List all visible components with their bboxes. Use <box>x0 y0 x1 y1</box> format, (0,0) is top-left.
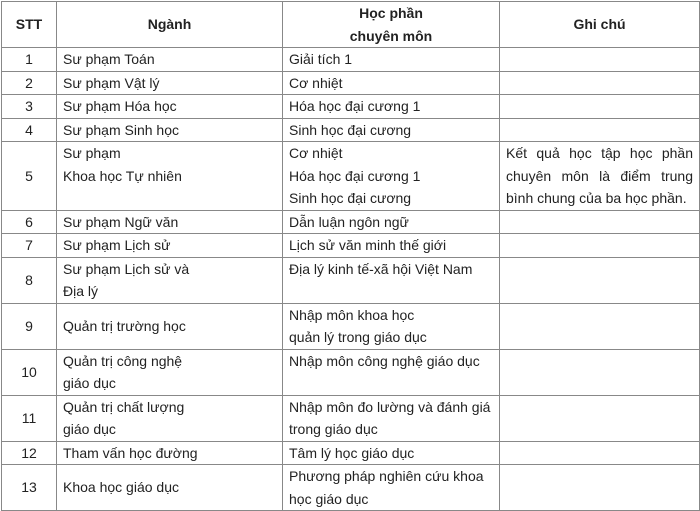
hoc-phan-cell <box>283 465 500 511</box>
stt-cell: 11 <box>2 395 57 441</box>
table-row <box>2 234 700 258</box>
hoc-phan-line: Cơ nhiệt <box>289 74 343 91</box>
ghi-chu-cell <box>500 71 700 95</box>
hoc-phan-line: Nhập môn công nghệ giáo dục <box>289 352 480 369</box>
nganh-cell <box>57 71 283 95</box>
ghi-chu-cell <box>500 210 700 234</box>
nganh-cell <box>57 234 283 258</box>
hoc-phan-cell <box>283 210 500 234</box>
hoc-phan-line: quản lý trong giáo dục <box>289 329 427 345</box>
nganh-line: giáo dục <box>63 375 116 391</box>
nganh-cell <box>57 257 283 303</box>
nganh-line: Sư phạm Vật lý <box>63 74 160 91</box>
nganh-line: Khoa học Tự nhiên <box>63 167 182 184</box>
hoc-phan-line: Giải tích 1 <box>289 51 353 67</box>
hoc-phan-line: Tâm lý học giáo dục <box>289 444 415 461</box>
table-row <box>2 142 700 211</box>
nganh-cell <box>57 210 283 234</box>
nganh-line: Sư phạm Lịch sử và <box>63 260 190 277</box>
hoc-phan-cell <box>283 303 500 349</box>
ghi-chu-cell <box>500 95 700 119</box>
header-hoc-phan-line1: Học phần <box>359 5 423 21</box>
table-row <box>2 95 700 119</box>
nganh-cell <box>57 349 283 395</box>
nganh-cell <box>57 48 283 72</box>
table-row <box>2 395 700 441</box>
stt-cell: 1 <box>2 48 57 72</box>
hoc-phan-line: Phương pháp nghiên cứu khoa <box>289 468 484 484</box>
nganh-line: Tham vấn học đường <box>63 444 198 461</box>
table-row <box>2 71 700 95</box>
ghi-chu-cell <box>500 118 700 142</box>
stt-cell: 9 <box>2 303 57 349</box>
table-row <box>2 48 700 72</box>
nganh-line: Khoa học giáo dục <box>63 479 179 496</box>
hoc-phan-line: Hóa học đại cương 1 <box>289 98 421 114</box>
header-stt: STT <box>2 2 57 48</box>
table-row <box>2 465 700 511</box>
ghi-chu-cell <box>500 234 700 258</box>
nganh-cell <box>57 465 283 511</box>
hoc-phan-line: Nhập môn khoa học <box>289 306 415 323</box>
hoc-phan-line: Dẫn luận ngôn ngữ <box>289 213 409 230</box>
stt-cell: 3 <box>2 95 57 119</box>
nganh-cell <box>57 95 283 119</box>
ghi-chu-cell: Kết quả học tập học phần chuyên môn là điểm trung bình chung của ba học phần. <box>500 142 700 211</box>
table-row <box>2 441 700 465</box>
table-row <box>2 303 700 349</box>
hoc-phan-line: học giáo dục <box>289 490 369 507</box>
hoc-phan-cell <box>283 142 500 211</box>
stt-cell: 7 <box>2 234 57 258</box>
hoc-phan-line: Cơ nhiệt <box>289 145 343 161</box>
nganh-line: Sư phạm Hóa học <box>63 98 177 114</box>
header-hoc-phan <box>283 2 500 48</box>
nganh-line: Quản trị chất lượng <box>63 398 185 415</box>
nganh-line: Quản trị trường học <box>63 317 186 334</box>
hoc-phan-cell <box>283 257 500 303</box>
hoc-phan-cell <box>283 234 500 258</box>
nganh-cell <box>57 303 283 349</box>
ghi-chu-cell <box>500 257 700 303</box>
table-row <box>2 257 700 303</box>
ghi-chu-cell <box>500 48 700 72</box>
hoc-phan-cell <box>283 395 500 441</box>
hoc-phan-line: Sinh học đại cương <box>289 121 412 138</box>
hoc-phan-line: Hóa học đại cương 1 <box>289 167 421 184</box>
nganh-line: Sư phạm Ngữ văn <box>63 213 179 230</box>
ghi-chu-cell <box>500 349 700 395</box>
stt-cell: 12 <box>2 441 57 465</box>
hoc-phan-line: Địa lý kinh tế-xã hội Việt Nam <box>289 260 473 277</box>
stt-cell: 5 <box>2 142 57 211</box>
stt-cell: 2 <box>2 71 57 95</box>
nganh-cell <box>57 142 283 211</box>
ghi-chu-cell <box>500 465 700 511</box>
hoc-phan-cell <box>283 441 500 465</box>
hoc-phan-line: Sinh học đại cương <box>289 190 412 206</box>
ghi-chu-cell <box>500 395 700 441</box>
stt-cell: 10 <box>2 349 57 395</box>
nganh-line: Sư phạm <box>63 145 121 161</box>
hoc-phan-line: Lịch sử văn minh thế giới <box>289 237 447 253</box>
nganh-line: Địa lý <box>63 283 99 299</box>
nganh-line: giáo dục <box>63 421 116 437</box>
stt-cell: 6 <box>2 210 57 234</box>
stt-cell: 8 <box>2 257 57 303</box>
nganh-cell <box>57 395 283 441</box>
table-row <box>2 118 700 142</box>
nganh-cell <box>57 118 283 142</box>
header-hoc-phan-line2: chuyên môn <box>349 27 433 44</box>
ghi-chu-cell <box>500 303 700 349</box>
hoc-phan-cell <box>283 71 500 95</box>
stt-cell: 4 <box>2 118 57 142</box>
nganh-line: Quản trị công nghệ <box>63 352 183 369</box>
hoc-phan-line: Nhập môn đo lường và đánh giá <box>289 398 491 415</box>
ghi-chu-cell <box>500 441 700 465</box>
hoc-phan-cell <box>283 48 500 72</box>
stt-cell: 13 <box>2 465 57 511</box>
nganh-line: Sư phạm Lịch sử <box>63 237 171 253</box>
header-row <box>2 2 700 48</box>
nganh-cell <box>57 441 283 465</box>
header-nganh: Ngành <box>57 2 283 48</box>
hoc-phan-line: trong giáo dục <box>289 421 378 437</box>
table-row <box>2 210 700 234</box>
header-ghi-chu: Ghi chú <box>500 2 700 48</box>
nganh-line: Sư phạm Sinh học <box>63 121 179 138</box>
hoc-phan-cell <box>283 349 500 395</box>
hoc-phan-cell <box>283 118 500 142</box>
table-body <box>2 48 700 511</box>
program-table <box>1 1 700 511</box>
nganh-line: Sư phạm Toán <box>63 51 155 67</box>
hoc-phan-cell <box>283 95 500 119</box>
table-row <box>2 349 700 395</box>
